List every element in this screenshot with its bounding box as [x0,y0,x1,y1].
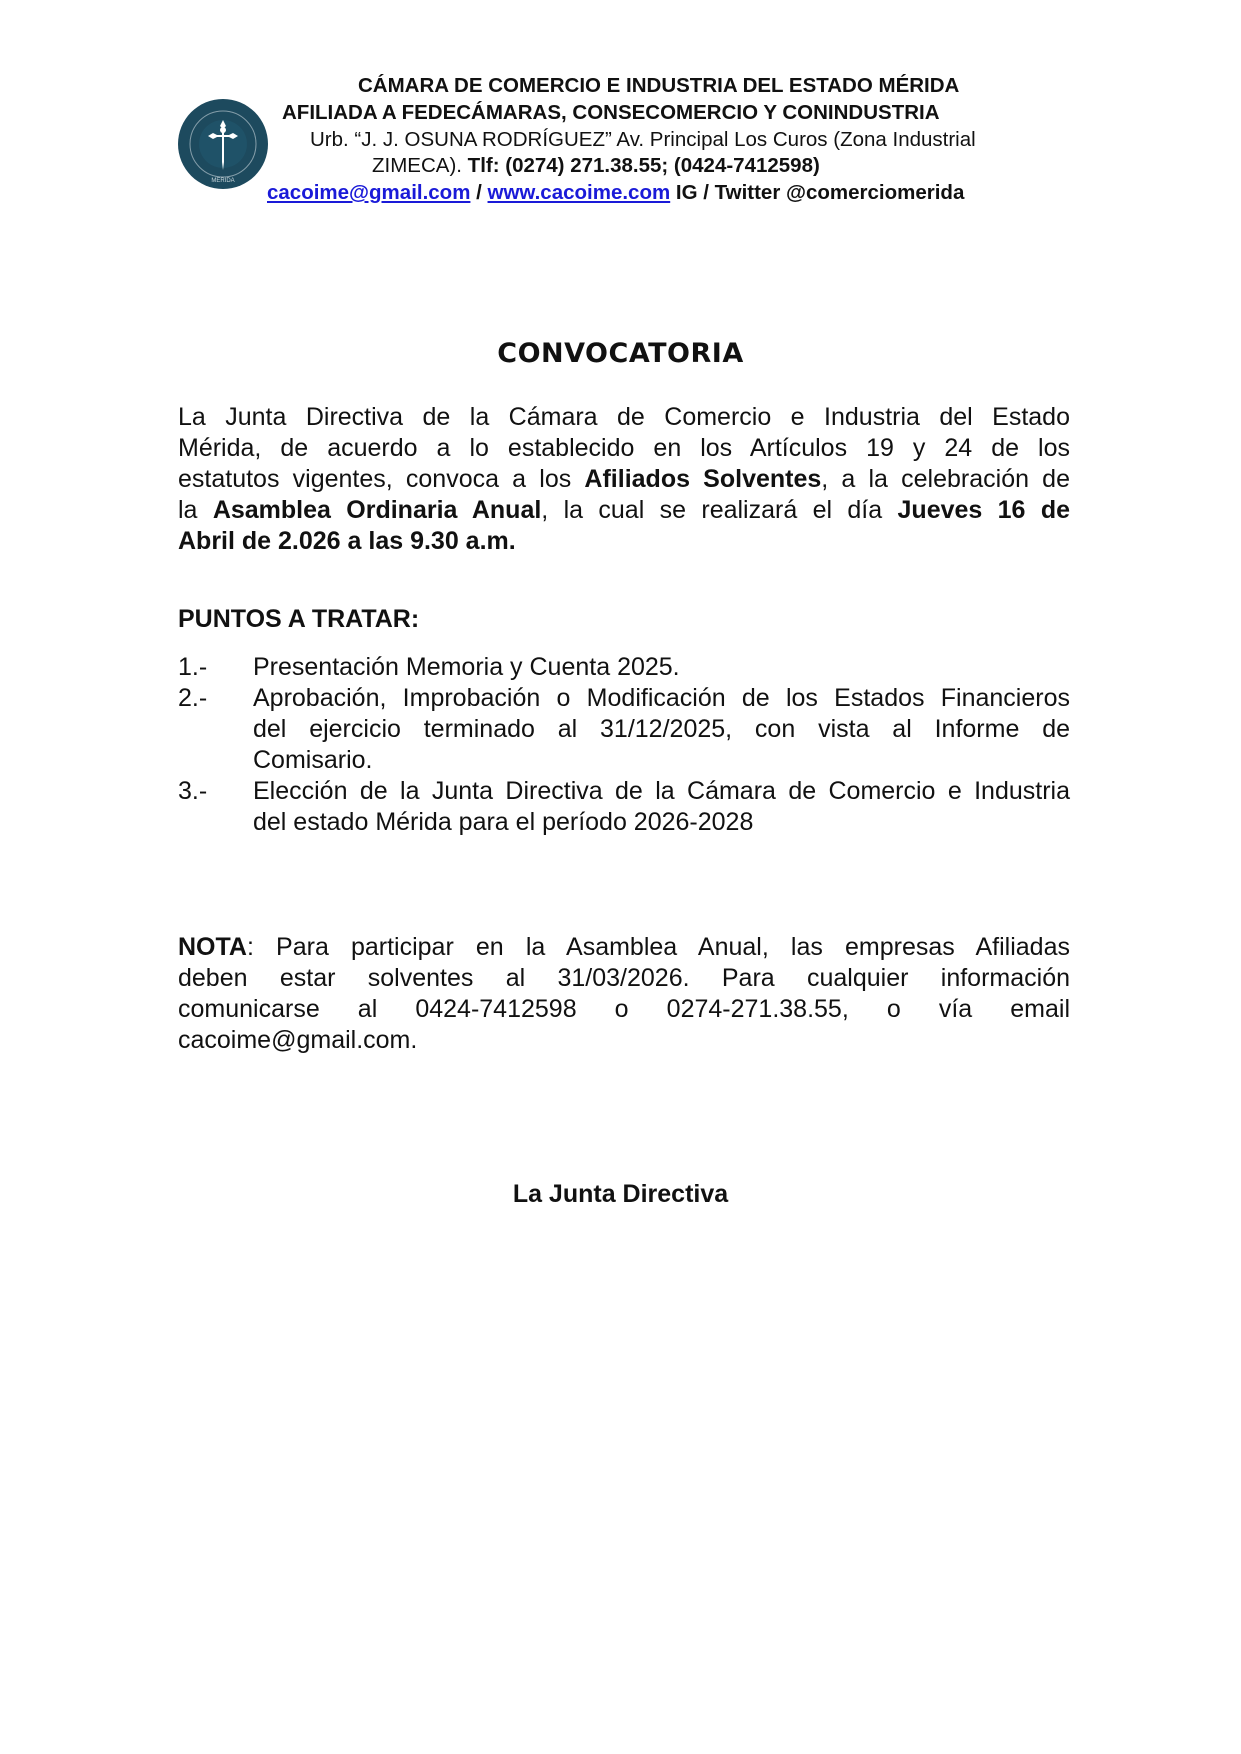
svg-text:MERIDA: MERIDA [211,178,235,184]
intro-line-5 [178,526,516,557]
agenda-item-number: 1.- [178,653,208,681]
note-text: : Para participar en la Asamblea Anual, las empresas Afiliadas [246,933,1070,961]
intro-text: , la cual se realizará el día [541,496,898,524]
intro-text: , a la celebración de [821,465,1070,493]
intro-line-2: Mérida, de acuerdo a lo establecido en los Artículos 19 y 24 de los [178,434,1070,462]
separator: / [470,181,488,204]
agenda-item-number: 3.- [178,777,208,805]
intro-bold-asamblea: Asamblea Ordinaria Anual [212,496,542,524]
intro-line-4 [178,495,1070,526]
address-line-2: ZIMECA). [372,154,468,177]
agenda-item-text: del estado Mérida para el período 2026-2028 [253,808,754,836]
intro-text: la [178,496,213,524]
contact-line [267,181,964,205]
note-label: NOTA [178,933,247,961]
agenda-heading: PUNTOS A TRATAR: [178,605,420,633]
note-line-1 [178,932,1070,963]
note-line-4: cacoime@gmail.com. [178,1026,418,1054]
intro-bold-date: Jueves 16 de [897,496,1070,524]
signature: La Junta Directiva [512,1180,729,1208]
social-handle: IG / Twitter @comerciomerida [670,181,965,204]
note-line-3: comunicarse al 0424-7412598 o 0274-271.38.55, o vía email [178,995,1070,1023]
email-link[interactable]: cacoime@gmail.com [267,181,471,204]
document-title: CONVOCATORIA [497,338,744,369]
phone-numbers: Tlf: (0274) 271.38.55; (0424-7412598) [467,154,820,177]
agenda-item-text: Presentación Memoria y Cuenta 2025. [253,653,680,681]
intro-text: estatutos vigentes, convoca a los [178,465,585,493]
intro-line-1: La Junta Directiva de la Cámara de Comercio e Industria del Estado [178,403,1070,431]
agenda-item-text: del ejercicio terminado al 31/12/2025, con vista al Informe de [253,715,1070,743]
website-link[interactable]: www.cacoime.com [487,181,671,204]
intro-bold-afiliados: Afiliados Solventes [584,465,822,493]
agenda-item-text: Elección de la Junta Directiva de la Cámara de Comercio e Industria [253,777,1070,805]
address-line: Urb. “J. J. OSUNA RODRÍGUEZ” Av. Principal Los Curos (Zona Industrial [310,128,976,151]
agenda-item-text: Comisario. [253,746,373,774]
affiliation-line: AFILIADA A FEDECÁMARAS, CONSECOMERCIO Y CONINDUSTRIA [282,101,940,124]
agenda-item-number: 2.- [178,684,208,712]
intro-bold-time: Abril de 2.026 a las 9.30 a.m. [178,527,516,555]
note-line-2: deben estar solventes al 31/03/2026. Para cualquier información [178,964,1070,992]
intro-line-3 [178,464,1070,495]
chamber-seal-cross-icon [177,98,269,190]
agenda-item-text: Aprobación, Improbación o Modificación de los Estados Financieros [253,684,1070,712]
address-phone-line [372,154,820,178]
organization-name: CÁMARA DE COMERCIO E INDUSTRIA DEL ESTADO MÉRIDA [358,74,960,97]
